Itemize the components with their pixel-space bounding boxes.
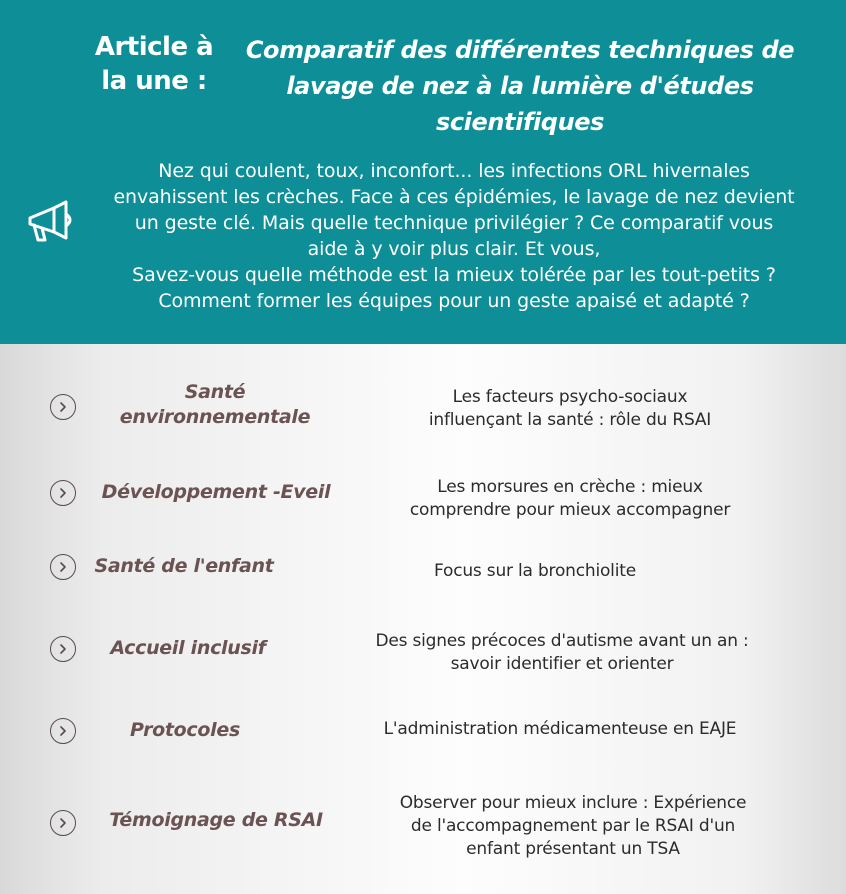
category-title-line: Témoignage de RSAI bbox=[109, 809, 323, 831]
article-link-line: influençant la santé : rôle du RSAI bbox=[428, 410, 712, 430]
featured-article-title[interactable]: Comparatif des différentes techniques de lavage de nez à la lumière d'études scientifiques bbox=[245, 36, 795, 136]
intro-line: Comment former les équipes pour un geste apaisé et adapté ? bbox=[158, 290, 750, 312]
category-title-line: Accueil inclusif bbox=[110, 637, 266, 659]
category-title[interactable] bbox=[100, 380, 330, 430]
featured-label-line2: la une : bbox=[101, 66, 207, 96]
intro-line: Nez qui coulent, toux, inconfort... les infections ORL hivernales bbox=[158, 160, 750, 182]
article-link-line: Observer pour mieux inclure : Expérience bbox=[399, 793, 747, 813]
article-link-line: comprendre pour mieux accompagner bbox=[409, 500, 731, 520]
article-link-line: enfant présentant un TSA bbox=[466, 839, 680, 859]
article-link[interactable] bbox=[380, 560, 690, 583]
category-title-line: Protocoles bbox=[130, 719, 240, 741]
category-list bbox=[0, 344, 846, 894]
chevron-right-circle-icon[interactable] bbox=[50, 480, 76, 506]
category-title[interactable] bbox=[110, 718, 260, 743]
article-link[interactable] bbox=[380, 386, 760, 432]
article-link-line: Des signes précoces d'autisme avant un an : bbox=[375, 631, 749, 651]
featured-article-banner[interactable] bbox=[0, 0, 846, 344]
chevron-right-circle-icon[interactable] bbox=[50, 554, 76, 580]
featured-label-line1: Article à bbox=[94, 32, 214, 62]
intro-line: envahissent les crèches. Face à ces épidémies, le lavage de nez devient bbox=[113, 186, 795, 208]
category-title[interactable] bbox=[86, 554, 282, 579]
category-title[interactable] bbox=[98, 808, 334, 833]
article-link[interactable] bbox=[380, 476, 760, 522]
category-title-line: environnementale bbox=[119, 406, 311, 428]
chevron-right-circle-icon[interactable] bbox=[50, 394, 76, 420]
article-link-line: Les morsures en crèche : mieux bbox=[437, 477, 703, 497]
featured-article-intro bbox=[84, 158, 824, 314]
article-link-line: L'administration médicamenteuse en EAJE bbox=[383, 719, 737, 739]
megaphone-icon bbox=[24, 198, 80, 248]
article-link-line: de l'accompagnement par le RSAI d'un bbox=[410, 816, 736, 836]
chevron-right-circle-icon[interactable] bbox=[50, 810, 76, 836]
category-title[interactable] bbox=[92, 480, 340, 505]
category-title-line: Santé de l'enfant bbox=[94, 555, 274, 577]
article-link-line: Les facteurs psycho-sociaux bbox=[452, 387, 688, 407]
intro-line: aide à y voir plus clair. Et vous, bbox=[307, 238, 601, 260]
chevron-right-circle-icon[interactable] bbox=[50, 636, 76, 662]
intro-line: Savez-vous quelle méthode est la mieux tolérée par les tout-petits ? bbox=[132, 264, 776, 286]
chevron-right-circle-icon[interactable] bbox=[50, 718, 76, 744]
article-link[interactable] bbox=[364, 792, 782, 861]
featured-label bbox=[84, 30, 224, 98]
category-title[interactable] bbox=[100, 636, 276, 661]
article-link-line: Focus sur la bronchiolite bbox=[434, 561, 636, 581]
article-link-line: savoir identifier et orienter bbox=[450, 654, 674, 674]
article-link[interactable] bbox=[352, 630, 772, 676]
article-link[interactable] bbox=[356, 718, 764, 741]
intro-line: un geste clé. Mais quelle technique privilégier ? Ce comparatif vous bbox=[134, 212, 774, 234]
category-title-line: Santé bbox=[184, 381, 246, 403]
category-title-line: Développement -Eveil bbox=[101, 481, 331, 503]
